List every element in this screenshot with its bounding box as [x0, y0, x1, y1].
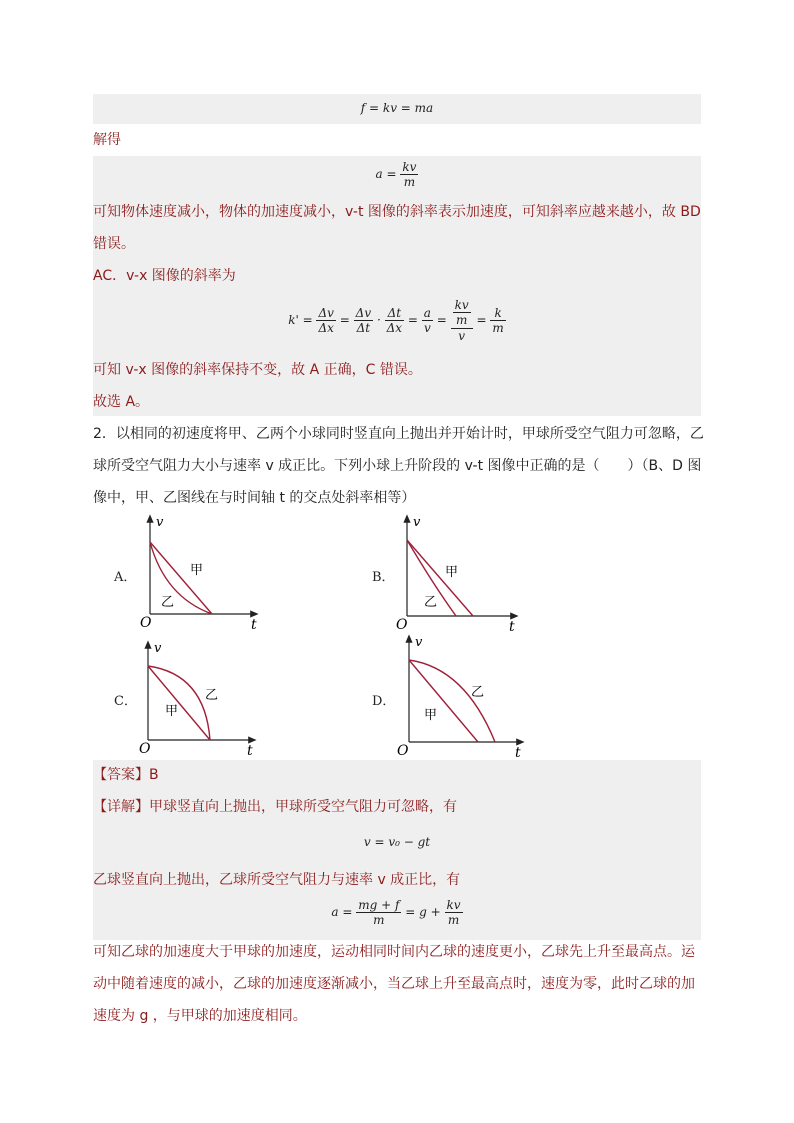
f5-mid: = g +	[405, 905, 441, 919]
f3-e-inner-num: kv	[454, 298, 469, 312]
text-ac-line: AC．v-x 图像的斜率为	[93, 268, 236, 284]
answer-value: B	[149, 767, 159, 783]
f3-e-inner-frac	[453, 298, 471, 327]
text-p1-line2: 错误。	[93, 236, 135, 252]
formula-a-mgf	[93, 898, 701, 927]
option-b-t-label: t	[509, 619, 515, 634]
detail-text-3: 可知乙球的加速度大于甲球的加速度，运动相同时间内乙球的速度更小，乙球先上升至最高点。运	[93, 944, 695, 960]
option-b-jia: 甲	[445, 565, 459, 580]
q2-line2: 球所受空气阻力大小与速率 v 成正比。下列小球上升阶段的 v-t 图像中正确的是（ ）（B、D 图	[93, 458, 702, 474]
f5-num2: kv	[446, 898, 461, 912]
formula-k-prime	[93, 298, 701, 343]
f3-f-den: m	[492, 321, 504, 335]
q2-line3: 像中，甲、乙图线在与时间轴 t 的交点处斜率相等）	[93, 490, 416, 506]
option-a-t-label: t	[251, 617, 257, 633]
f5-fraction-2	[445, 898, 463, 927]
f3-c-den: Δx	[386, 321, 403, 335]
option-d-origin: O	[397, 743, 409, 759]
option-d-yi-curve	[409, 660, 495, 742]
option-a-graph	[135, 512, 265, 634]
detail-text-5: 速度为 g ，与甲球的加速度相同。	[93, 1008, 307, 1024]
detail-line	[93, 796, 457, 818]
detail-text-2: 乙球竖直向上抛出，乙球所受空气阻力与速率 v 成正比，有	[93, 872, 461, 888]
option-b-jia-line	[407, 540, 473, 616]
option-b-v-label: v	[413, 515, 421, 530]
f3-lhs: k' =	[288, 313, 313, 327]
option-b-origin: O	[396, 617, 408, 633]
q2-line1: 2．以相同的初速度将甲、乙两个小球同时竖直向上抛出并开始计时，甲球所受空气阻力可忽略，乙	[93, 426, 704, 442]
f3-e-den: v	[458, 329, 466, 343]
option-a-origin: O	[140, 615, 152, 631]
formula-f-kv-ma: f = kv = ma	[360, 101, 434, 115]
f3-eq-2: =	[407, 313, 418, 327]
formula-a-kv-m	[93, 160, 701, 189]
answer-line	[93, 764, 159, 786]
f2-num: kv	[402, 160, 417, 174]
text-p2: 可知 v-x 图像的斜率保持不变，故 A 正确，C 错误。	[93, 362, 422, 378]
f3-frac-c	[385, 306, 404, 335]
text-jiede: 解得	[93, 132, 121, 148]
text-p1-line1: 可知物体速度减小，物体的加速度减小，v-t 图像的斜率表示加速度，可知斜率应越来越小，故 BD	[93, 204, 701, 220]
answer-tag: 【答案】	[93, 767, 149, 783]
formula-v-v0-gt: v = v₀ − gt	[363, 835, 431, 849]
f3-a-num: Δv	[318, 306, 334, 320]
f3-frac-a	[316, 306, 335, 335]
f3-frac-f	[490, 306, 505, 335]
option-d-label[interactable]: D．	[372, 694, 396, 709]
f3-f-num: k	[490, 306, 505, 321]
f3-b-num: Δv	[355, 306, 372, 320]
option-d-v-label: v	[415, 635, 423, 650]
text-choose: 故选 A。	[93, 394, 150, 410]
option-a-label[interactable]: A．	[114, 570, 137, 585]
detail-text-4: 动中随着速度的减小，乙球的加速度逐渐减小，当乙球上升至最高点时，速度为零，此时乙球的加	[93, 976, 695, 992]
f2-lhs: a =	[375, 167, 397, 181]
f5-den2: m	[447, 913, 460, 927]
f3-d-num: a	[423, 306, 431, 320]
f3-b-den: Δt	[356, 321, 371, 335]
f3-eq-4: =	[476, 313, 487, 327]
option-a-jia-line	[150, 542, 212, 614]
option-a-jia: 甲	[190, 563, 204, 578]
f3-a-den: Δx	[318, 321, 334, 335]
detail-tag: 【详解】	[93, 799, 149, 815]
f3-e-num	[451, 298, 473, 329]
option-c-v-label: v	[154, 641, 162, 656]
f3-c-num: Δt	[385, 306, 404, 321]
option-c-origin: O	[139, 741, 151, 757]
option-d-graph	[393, 632, 528, 760]
f3-frac-d	[422, 306, 433, 335]
f3-frac-b	[354, 306, 373, 335]
f3-e-inner-den: m	[455, 313, 468, 327]
option-d-yi: 乙	[471, 685, 485, 700]
option-c-label[interactable]: C．	[114, 694, 137, 709]
f2-den: m	[403, 175, 416, 189]
f3-dot: ·	[376, 313, 381, 327]
f2-fraction	[400, 160, 418, 189]
option-b-yi: 乙	[424, 595, 438, 610]
f5-den: m	[373, 913, 385, 927]
option-c-t-label: t	[247, 743, 253, 759]
option-d-jia: 甲	[424, 708, 438, 723]
option-b-label[interactable]: B．	[372, 570, 395, 585]
f3-frac-e	[451, 298, 473, 343]
f5-fraction-1	[356, 898, 401, 927]
detail-text-1: 甲球竖直向上抛出，甲球所受空气阻力可忽略，有	[149, 799, 457, 815]
option-a-yi: 乙	[161, 595, 175, 610]
option-c-graph	[135, 638, 265, 760]
option-c-jia: 甲	[165, 704, 179, 719]
option-d-t-label: t	[515, 745, 521, 760]
f3-eq-1: =	[339, 313, 350, 327]
f5-num: mg + f	[358, 898, 400, 912]
f5-lhs: a =	[331, 905, 353, 919]
option-a-v-label: v	[156, 515, 164, 530]
f3-d-den: v	[423, 321, 431, 335]
option-b-graph	[393, 512, 523, 634]
option-c-yi: 乙	[205, 688, 219, 703]
f3-eq-3: =	[436, 313, 447, 327]
